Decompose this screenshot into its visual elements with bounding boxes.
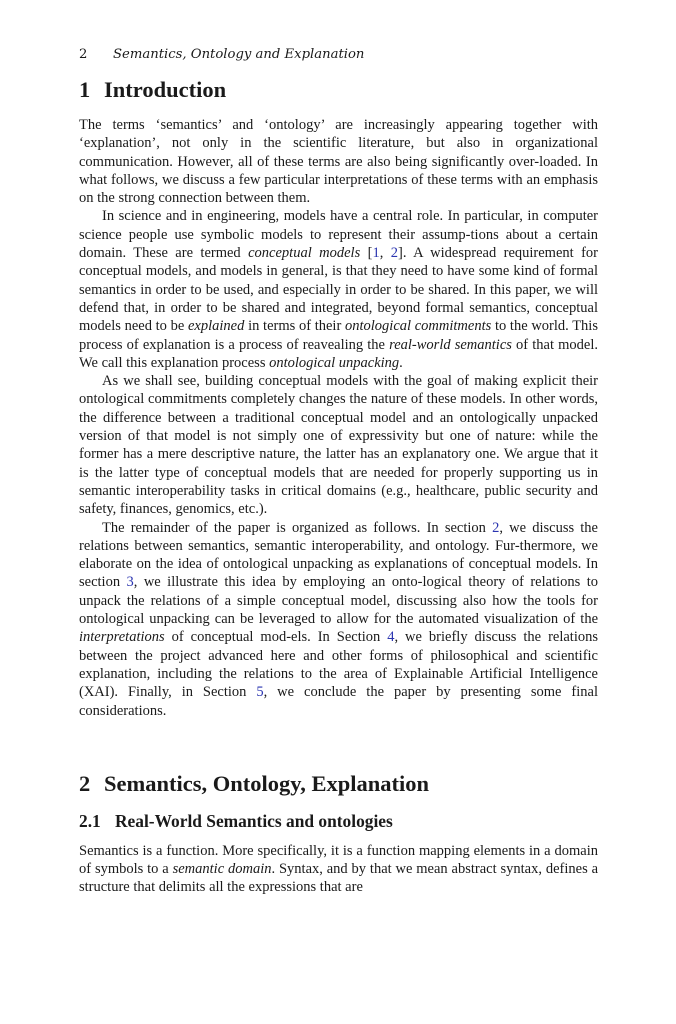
paper-page [79, 46, 598, 897]
section-heading-semantics [79, 770, 598, 798]
intro-paragraph-1: The terms ‘semantics’ and ‘ontology’ are increasingly appearing together with ‘explanation’, not only in the scientific literature, but also in organizational communication. However, all of these terms are also being significantly over-loaded. In what follows, we discuss a few particular interpretations of these terms with an emphasis on the strong connection between them. [79, 117, 598, 207]
page-number: 2 [79, 47, 88, 62]
section-spacer [79, 720, 598, 762]
subsection-number: 2.1 [79, 810, 101, 831]
section-title: Introduction [104, 77, 227, 102]
subsection-heading [79, 810, 598, 832]
section-ref-link[interactable]: 5 [256, 684, 264, 701]
citation-link[interactable]: 1 [372, 245, 380, 262]
running-head [79, 46, 598, 68]
section-ref-link[interactable]: 4 [387, 629, 395, 646]
citation-link[interactable]: 2 [390, 245, 399, 262]
section-heading-introduction [79, 76, 598, 104]
intro-paragraph-4: The remainder of the paper is organized as follows. In section 2, we discuss the relations between semantics, semantic interoperability, and ontology. Fur-thermore, we elaborate on the idea of ontological unpacking as explanations of conceptual models. In section 3, we illustrate this idea by employing an onto-logical theory of relations to unpack the relations of a simple conceptual model, discussing also how the tools for ontological unpacking can be leveraged to allow for the automated visualization of the interpretations of conceptual mod-els. In Section 4, we briefly discuss the relations between the project advanced here and other forms of philosophical and scientific explanation, including the relations to the area of Explainable Artificial Intelligence (XAI). Finally, in Section 5, we conclude the paper by presenting some final considerations. [79, 519, 598, 719]
section-title: Semantics, Ontology, Explanation [104, 770, 430, 796]
intro-paragraph-2: In science and in engineering, models have a central role. In particular, in computer science people use symbolic models to represent their assump-tions about a certain domain. These are termed conceptual models [1, 2]. A widespread requirement for conceptual models, and models in general, is that they need to have some kind of formal semantics in order to be used, and especially in order to be shared. In this paper, we will defend that, in order to be shared and integrated, beyond formal semantics, conceptual models need to be explained in terms of their ontological commitments to the world. This process of explanation is a process of reavealing the real-world semantics of that model. We call this explanation process ontological unpacking. [79, 208, 598, 371]
running-title: Semantics, Ontology and Explanation [113, 47, 365, 62]
intro-paragraph-3: As we shall see, building conceptual models with the goal of making explicit their ontological commitments completely changes the nature of these models. In other words, the difference between a traditional conceptual model and an ontologically unpacked version of that model is not simply one of expressivity but one of nature: while the former has a mere descriptive nature, the latter has an explanatory one. We argue that it is the latter type of conceptual models that are needed for properly supporting us in semantic interoperability tasks in critical domains (e.g., healthcare, public security and safety, finances, genomics, etc.). [79, 373, 598, 518]
section-number: 2 [79, 770, 91, 796]
section-number: 1 [79, 77, 91, 102]
section-ref-link[interactable]: 2 [492, 519, 500, 536]
semantics-paragraph-1: Semantics is a function. More specifically, it is a function mapping elements in a domain of symbols to a semantic domain. Syntax, and by that we mean abstract syntax, defines a structure that delimits all the expressions that are [79, 842, 599, 896]
section-ref-link[interactable]: 3 [126, 574, 134, 591]
subsection-title: Real-World Semantics and ontologies [115, 810, 393, 831]
